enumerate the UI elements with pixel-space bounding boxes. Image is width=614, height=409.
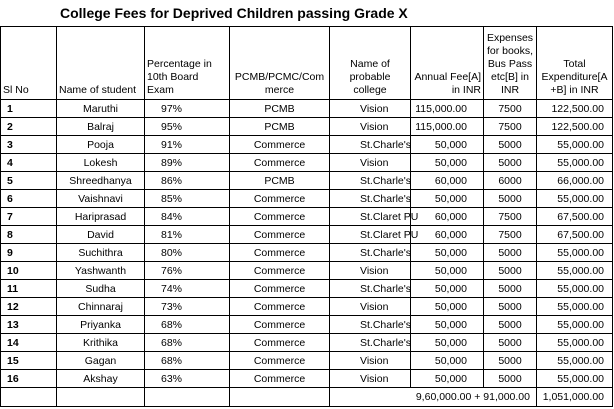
cell-expenses[interactable]: 7500 bbox=[484, 226, 537, 244]
cell-college[interactable]: St.Claret PU bbox=[330, 208, 411, 226]
cell-expenses[interactable]: 5000 bbox=[484, 298, 537, 316]
cell-annual-fee[interactable]: 50,000 bbox=[411, 316, 484, 334]
cell-annual-fee[interactable]: 50,000 bbox=[411, 334, 484, 352]
cell-expenses[interactable]: 5000 bbox=[484, 244, 537, 262]
cell-sl-no[interactable]: 8 bbox=[1, 226, 57, 244]
cell-college[interactable]: St.Claret PU bbox=[330, 226, 411, 244]
cell-college[interactable]: Vision bbox=[330, 352, 411, 370]
cell-sl-no[interactable]: 1 bbox=[1, 100, 57, 118]
table-cell[interactable] bbox=[1, 388, 57, 407]
cell-college[interactable]: St.Charle's bbox=[330, 136, 411, 154]
cell-student-name[interactable]: Balraj bbox=[57, 118, 145, 136]
cell-annual-fee[interactable]: 50,000 bbox=[411, 280, 484, 298]
cell-course[interactable]: Commerce bbox=[230, 370, 330, 388]
cell-percentage[interactable]: 68% bbox=[145, 334, 230, 352]
table-row bbox=[1, 316, 613, 334]
cell-college[interactable]: St.Charle's bbox=[330, 244, 411, 262]
cell-college[interactable]: St.Charle's bbox=[330, 316, 411, 334]
cell-expenses[interactable]: 5000 bbox=[484, 370, 537, 388]
cell-course[interactable]: PCMB bbox=[230, 172, 330, 190]
cell-student-name[interactable]: Sudha bbox=[57, 280, 145, 298]
table-row bbox=[1, 190, 613, 208]
cell-total[interactable]: 55,000.00 bbox=[537, 190, 613, 208]
table-row bbox=[1, 280, 613, 298]
cell-expenses[interactable]: 5000 bbox=[484, 136, 537, 154]
header-percentage[interactable]: Percentage in 10th Board Exam bbox=[145, 27, 230, 100]
cell-course[interactable]: Commerce bbox=[230, 136, 330, 154]
cell-course[interactable]: Commerce bbox=[230, 280, 330, 298]
cell-annual-fee[interactable]: 50,000 bbox=[411, 298, 484, 316]
cell-student-name[interactable]: Lokesh bbox=[57, 154, 145, 172]
cell-student-name[interactable]: Akshay bbox=[57, 370, 145, 388]
table-row bbox=[1, 226, 613, 244]
header-course[interactable]: PCMB/PCMC/Com merce bbox=[230, 27, 330, 100]
cell-sl-no[interactable]: 16 bbox=[1, 370, 57, 388]
cell-annual-fee[interactable]: 115,000.00 bbox=[411, 100, 484, 118]
cell-student-name[interactable]: Krithika bbox=[57, 334, 145, 352]
cell-annual-fee[interactable]: 50,000 bbox=[411, 352, 484, 370]
cell-student-name[interactable]: Priyanka bbox=[57, 316, 145, 334]
cell-total[interactable]: 55,000.00 bbox=[537, 334, 613, 352]
cell-total[interactable]: 67,500.00 bbox=[537, 208, 613, 226]
cell-annual-fee[interactable]: 50,000 bbox=[411, 262, 484, 280]
cell-total[interactable]: 55,000.00 bbox=[537, 262, 613, 280]
cell-total[interactable]: 55,000.00 bbox=[537, 370, 613, 388]
cell-expenses[interactable]: 5000 bbox=[484, 352, 537, 370]
cell-course[interactable]: Commerce bbox=[230, 226, 330, 244]
cell-course[interactable]: Commerce bbox=[230, 298, 330, 316]
cell-sl-no[interactable]: 7 bbox=[1, 208, 57, 226]
cell-total[interactable]: 55,000.00 bbox=[537, 136, 613, 154]
cell-course[interactable]: PCMB bbox=[230, 118, 330, 136]
cell-percentage[interactable]: 68% bbox=[145, 352, 230, 370]
cell-college[interactable]: St.Charle's bbox=[330, 280, 411, 298]
cell-course[interactable]: Commerce bbox=[230, 244, 330, 262]
cell-percentage[interactable]: 89% bbox=[145, 154, 230, 172]
cell-percentage[interactable]: 76% bbox=[145, 262, 230, 280]
table-row bbox=[1, 100, 613, 118]
cell-sl-no[interactable]: 5 bbox=[1, 172, 57, 190]
cell-college[interactable]: Vision bbox=[330, 298, 411, 316]
header-total[interactable]: Total Expenditure[A +B] in INR bbox=[537, 27, 613, 100]
cell-sl-no[interactable]: 2 bbox=[1, 118, 57, 136]
cell-course[interactable]: Commerce bbox=[230, 334, 330, 352]
cell-student-name[interactable]: Gagan bbox=[57, 352, 145, 370]
cell-total[interactable]: 55,000.00 bbox=[537, 298, 613, 316]
cell-annual-fee[interactable]: 60,000 bbox=[411, 226, 484, 244]
cell-college[interactable]: St.Charle's bbox=[330, 190, 411, 208]
cell-expenses[interactable]: 5000 bbox=[484, 190, 537, 208]
cell-percentage[interactable]: 80% bbox=[145, 244, 230, 262]
cell-total[interactable]: 66,000.00 bbox=[537, 172, 613, 190]
cell-student-name[interactable]: Pooja bbox=[57, 136, 145, 154]
cell-student-name[interactable]: Vaishnavi bbox=[57, 190, 145, 208]
cell-expenses[interactable]: 6000 bbox=[484, 172, 537, 190]
cell-expenses[interactable]: 7500 bbox=[484, 100, 537, 118]
cell-course[interactable]: Commerce bbox=[230, 262, 330, 280]
cell-sl-no[interactable]: 15 bbox=[1, 352, 57, 370]
cell-percentage[interactable]: 97% bbox=[145, 100, 230, 118]
cell-total[interactable]: 55,000.00 bbox=[537, 154, 613, 172]
cell-annual-fee[interactable]: 60,000 bbox=[411, 208, 484, 226]
table-row bbox=[1, 154, 613, 172]
header-student-name[interactable]: Name of student bbox=[57, 27, 145, 100]
header-annual-fee[interactable]: Annual Fee[A] in INR bbox=[411, 27, 484, 100]
header-sl-no[interactable]: Sl No bbox=[1, 27, 57, 100]
cell-course[interactable]: Commerce bbox=[230, 208, 330, 226]
cell-annual-fee[interactable]: 50,000 bbox=[411, 190, 484, 208]
cell-annual-fee[interactable]: 50,000 bbox=[411, 244, 484, 262]
cell-annual-fee[interactable]: 60,000 bbox=[411, 172, 484, 190]
cell-expenses[interactable]: 7500 bbox=[484, 118, 537, 136]
cell-total[interactable]: 55,000.00 bbox=[537, 352, 613, 370]
cell-course[interactable]: PCMB bbox=[230, 100, 330, 118]
table-cell[interactable] bbox=[145, 388, 230, 407]
cell-total[interactable]: 122,500.00 bbox=[537, 100, 613, 118]
sum-fees-expenses[interactable]: 9,60,000.00 + 91,000.00 bbox=[330, 388, 537, 407]
table-row bbox=[1, 172, 613, 190]
cell-college[interactable]: St.Charle's bbox=[330, 334, 411, 352]
cell-sl-no[interactable]: 11 bbox=[1, 280, 57, 298]
table-row bbox=[1, 352, 613, 370]
cell-sl-no[interactable]: 4 bbox=[1, 154, 57, 172]
cell-college[interactable]: Vision bbox=[330, 262, 411, 280]
cell-total[interactable]: 55,000.00 bbox=[537, 280, 613, 298]
table-cell[interactable] bbox=[57, 388, 145, 407]
cell-student-name[interactable]: Chinnaraj bbox=[57, 298, 145, 316]
table-cell[interactable] bbox=[230, 388, 330, 407]
cell-annual-fee[interactable]: 115,000.00 bbox=[411, 118, 484, 136]
cell-sl-no[interactable]: 12 bbox=[1, 298, 57, 316]
cell-course[interactable]: Commerce bbox=[230, 154, 330, 172]
cell-percentage[interactable]: 74% bbox=[145, 280, 230, 298]
table-row bbox=[1, 118, 613, 136]
cell-expenses[interactable]: 5000 bbox=[484, 154, 537, 172]
totals-row bbox=[1, 388, 613, 407]
sheet-title: College Fees for Deprived Children passing Grade X bbox=[60, 5, 408, 21]
cell-college[interactable]: St.Charle's bbox=[330, 172, 411, 190]
cell-expenses[interactable]: 5000 bbox=[484, 280, 537, 298]
cell-percentage[interactable]: 73% bbox=[145, 298, 230, 316]
header-college[interactable]: Name of probable college bbox=[330, 27, 411, 100]
cell-expenses[interactable]: 5000 bbox=[484, 262, 537, 280]
cell-annual-fee[interactable]: 50,000 bbox=[411, 370, 484, 388]
cell-course[interactable]: Commerce bbox=[230, 190, 330, 208]
table-row bbox=[1, 136, 613, 154]
fees-table bbox=[0, 26, 613, 407]
table-row bbox=[1, 298, 613, 316]
cell-percentage[interactable]: 91% bbox=[145, 136, 230, 154]
table-row bbox=[1, 208, 613, 226]
cell-student-name[interactable]: Maruthi bbox=[57, 100, 145, 118]
cell-sl-no[interactable]: 3 bbox=[1, 136, 57, 154]
cell-percentage[interactable]: 84% bbox=[145, 208, 230, 226]
cell-total[interactable]: 55,000.00 bbox=[537, 244, 613, 262]
cell-percentage[interactable]: 63% bbox=[145, 370, 230, 388]
cell-total[interactable]: 55,000.00 bbox=[537, 316, 613, 334]
table-row bbox=[1, 244, 613, 262]
cell-course[interactable]: Commerce bbox=[230, 316, 330, 334]
cell-college[interactable]: Vision bbox=[330, 154, 411, 172]
cell-annual-fee[interactable]: 50,000 bbox=[411, 154, 484, 172]
cell-total[interactable]: 67,500.00 bbox=[537, 226, 613, 244]
cell-sl-no[interactable]: 9 bbox=[1, 244, 57, 262]
header-expenses[interactable]: Expenses for books, Bus Pass etc[B] in INR bbox=[484, 27, 537, 100]
cell-sl-no[interactable]: 10 bbox=[1, 262, 57, 280]
cell-annual-fee[interactable]: 50,000 bbox=[411, 136, 484, 154]
cell-expenses[interactable]: 5000 bbox=[484, 334, 537, 352]
cell-expenses[interactable]: 7500 bbox=[484, 208, 537, 226]
cell-percentage[interactable]: 68% bbox=[145, 316, 230, 334]
cell-college[interactable]: Vision bbox=[330, 100, 411, 118]
cell-student-name[interactable]: David bbox=[57, 226, 145, 244]
cell-total[interactable]: 122,500.00 bbox=[537, 118, 613, 136]
cell-percentage[interactable]: 81% bbox=[145, 226, 230, 244]
cell-percentage[interactable]: 85% bbox=[145, 190, 230, 208]
cell-sl-no[interactable]: 14 bbox=[1, 334, 57, 352]
cell-student-name[interactable]: Shreedhanya bbox=[57, 172, 145, 190]
cell-college[interactable]: Vision bbox=[330, 370, 411, 388]
table-row bbox=[1, 370, 613, 388]
cell-percentage[interactable]: 95% bbox=[145, 118, 230, 136]
table-row bbox=[1, 334, 613, 352]
cell-student-name[interactable]: Suchithra bbox=[57, 244, 145, 262]
cell-college[interactable]: Vision bbox=[330, 118, 411, 136]
cell-sl-no[interactable]: 13 bbox=[1, 316, 57, 334]
cell-student-name[interactable]: Hariprasad bbox=[57, 208, 145, 226]
table-row bbox=[1, 262, 613, 280]
header-row bbox=[1, 27, 613, 100]
cell-student-name[interactable]: Yashwanth bbox=[57, 262, 145, 280]
grand-total[interactable]: 1,051,000.00 bbox=[537, 388, 613, 407]
cell-course[interactable]: Commerce bbox=[230, 352, 330, 370]
cell-percentage[interactable]: 86% bbox=[145, 172, 230, 190]
cell-sl-no[interactable]: 6 bbox=[1, 190, 57, 208]
cell-expenses[interactable]: 5000 bbox=[484, 316, 537, 334]
